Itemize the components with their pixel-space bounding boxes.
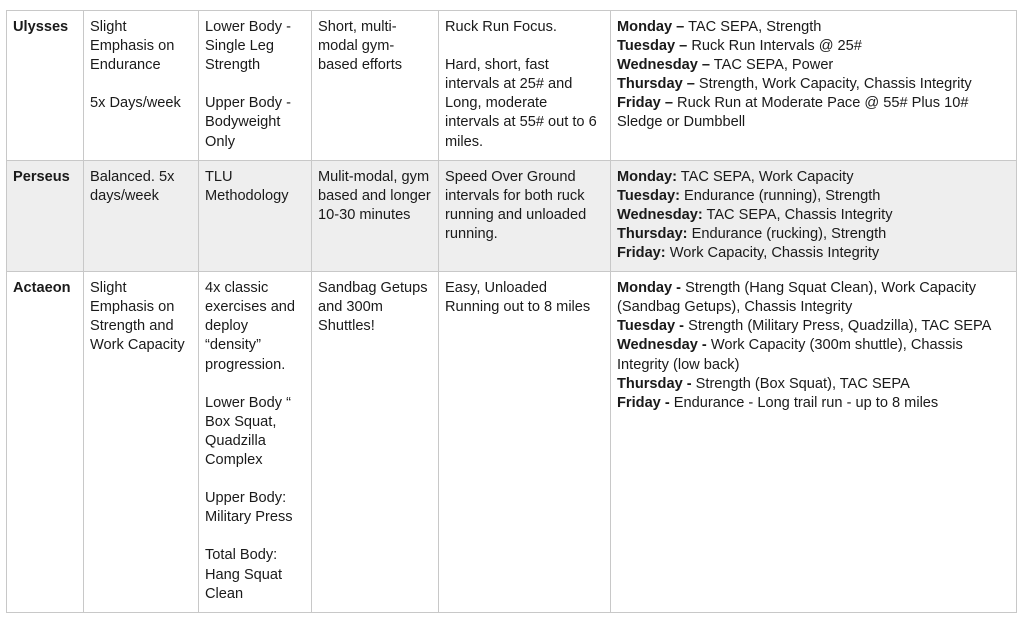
day-label: Wednesday – — [617, 57, 711, 74]
day-activities: Strength, Work Capacity, Chassis Integrity — [694, 76, 972, 93]
day-label: Monday - — [617, 280, 682, 297]
day-label: Monday: — [617, 168, 677, 185]
endurance-text: Hard, short, fast intervals at 25# and Long, moderate intervals at 55# out to 6 miles. — [445, 57, 597, 150]
day-label: Thursday – — [617, 76, 695, 93]
endurance-cell — [439, 160, 611, 271]
day-activities: Work Capacity, Chassis Integrity — [665, 245, 880, 262]
schedule-line — [617, 279, 1010, 317]
work-capacity-text: Short, multi-modal gym-based efforts — [318, 19, 403, 74]
endurance-text: Easy, Unloaded Running out to 8 miles — [445, 280, 591, 316]
strength-cell — [199, 11, 312, 161]
strength-text: Total Body: Hang Squat Clean — [205, 547, 283, 602]
schedule-line — [617, 168, 1010, 187]
training-plan-table — [6, 10, 1017, 613]
schedule-line — [617, 18, 1010, 37]
strength-text: TLU Methodology — [205, 168, 289, 204]
schedule-line — [617, 94, 1010, 132]
schedule-line — [617, 394, 1010, 413]
work-capacity-text: Mulit-modal, gym based and longer 10-30 minutes — [318, 168, 431, 223]
day-activities: Endurance (rucking), Strength — [687, 225, 887, 242]
schedule-line — [617, 206, 1010, 225]
day-activities: TAC SEPA, Work Capacity — [677, 168, 854, 185]
emphasis-cell — [84, 11, 199, 161]
day-activities: Ruck Run Intervals @ 25# — [687, 38, 862, 55]
emphasis-text: 5x Days/week — [90, 95, 181, 112]
strength-text: Upper Body - Bodyweight Only — [205, 95, 291, 150]
day-label: Friday - — [617, 394, 670, 411]
program-name-cell: Actaeon — [7, 272, 84, 613]
day-label: Thursday: — [617, 225, 688, 242]
work-capacity-cell — [312, 272, 439, 613]
emphasis-text: Balanced. 5x days/week — [90, 168, 175, 204]
table-row — [7, 272, 1017, 613]
day-activities: Strength (Military Press, Quadzilla), TAC SEPA — [684, 318, 992, 335]
day-label: Friday – — [617, 95, 673, 112]
strength-text: Lower Body - Single Leg Strength — [205, 19, 291, 74]
day-label: Monday – — [617, 19, 685, 35]
endurance-text: Speed Over Ground intervals for both ruck running and unloaded running. — [445, 168, 587, 242]
program-name-cell: Ulysses — [7, 11, 84, 161]
schedule-line — [617, 187, 1010, 206]
program-name-cell: Perseus — [7, 160, 84, 271]
strength-cell — [199, 272, 312, 613]
day-activities: TAC SEPA, Power — [710, 57, 834, 74]
work-capacity-cell — [312, 11, 439, 161]
work-capacity-cell — [312, 160, 439, 271]
day-activities: Strength (Box Squat), TAC SEPA — [691, 375, 910, 392]
table-row — [7, 11, 1017, 161]
endurance-cell — [439, 272, 611, 613]
schedule-line — [617, 75, 1010, 94]
schedule-line — [617, 336, 1010, 374]
day-activities: Strength (Hang Squat Clean), Work Capacity (Sandbag Getups), Chassis Integrity — [617, 280, 977, 316]
schedule-line — [617, 317, 1010, 336]
strength-cell — [199, 160, 312, 271]
emphasis-cell — [84, 160, 199, 271]
day-activities: TAC SEPA, Chassis Integrity — [702, 206, 893, 223]
day-label: Wednesday - — [617, 337, 707, 354]
day-label: Thursday - — [617, 375, 692, 392]
table-row — [7, 160, 1017, 271]
emphasis-cell — [84, 272, 199, 613]
day-activities: Work Capacity (300m shuttle), Chassis Integrity (low back) — [617, 337, 963, 373]
schedule-line — [617, 244, 1010, 263]
day-label: Wednesday: — [617, 206, 703, 223]
weekly-schedule-cell — [611, 160, 1017, 271]
strength-text: Lower Body “ Box Squat, Quadzilla Complex — [205, 394, 291, 468]
work-capacity-text: Sandbag Getups and 300m Shuttles! — [318, 280, 428, 335]
day-label: Tuesday – — [617, 38, 688, 55]
schedule-line — [617, 375, 1010, 394]
strength-text: Upper Body: Military Press — [205, 490, 293, 526]
day-label: Tuesday: — [617, 187, 680, 204]
endurance-text: Ruck Run Focus. — [445, 19, 557, 35]
day-activities: TAC SEPA, Strength — [684, 19, 822, 35]
day-activities: Ruck Run at Moderate Pace @ 55# Plus 10# Sledge or Dumbbell — [617, 95, 969, 131]
endurance-cell — [439, 11, 611, 161]
day-activities: Endurance - Long trail run - up to 8 miles — [669, 394, 939, 411]
weekly-schedule-cell — [611, 11, 1017, 161]
day-label: Tuesday - — [617, 318, 685, 335]
schedule-line — [617, 225, 1010, 244]
emphasis-text: Slight Emphasis on Endurance — [90, 19, 175, 74]
strength-text: 4x classic exercises and deploy “density” progression. — [205, 280, 296, 373]
schedule-line — [617, 37, 1010, 56]
weekly-schedule-cell — [611, 272, 1017, 613]
schedule-line — [617, 56, 1010, 75]
day-activities: Endurance (running), Strength — [680, 187, 881, 204]
emphasis-text: Slight Emphasis on Strength and Work Capacity — [90, 280, 185, 354]
day-label: Friday: — [617, 245, 666, 262]
